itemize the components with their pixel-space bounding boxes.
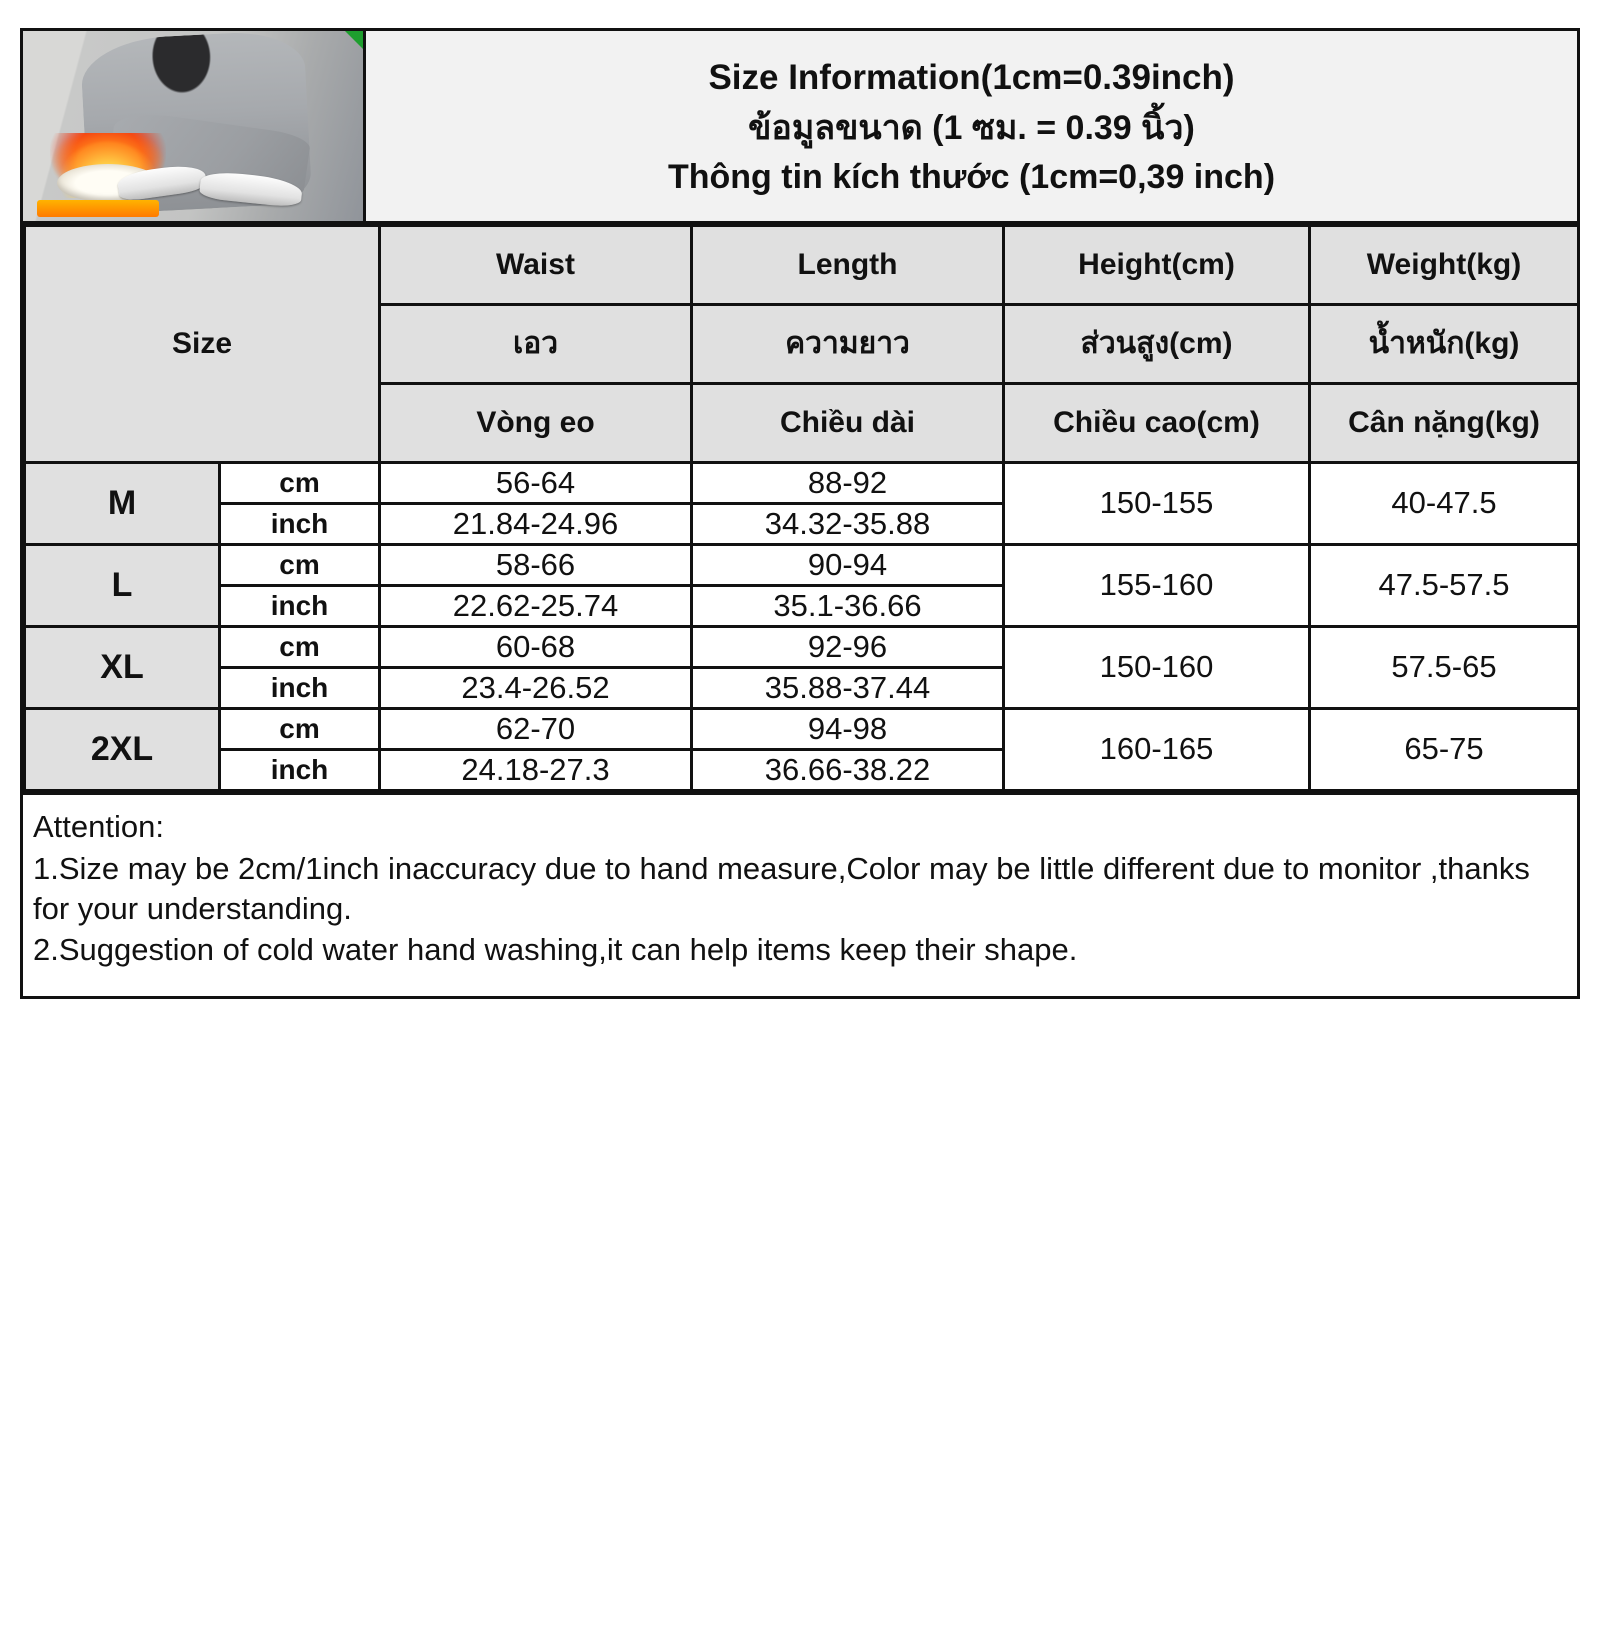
cell-waist-inch-m: 21.84-24.96 [380, 503, 692, 544]
attention-note-2: 2.Suggestion of cold water hand washing,it can help items keep their shape. [33, 931, 1078, 967]
row-unit-inch: inch [220, 585, 380, 626]
corner-flag-icon [343, 31, 365, 51]
cell-weight-m: 40-47.5 [1310, 462, 1579, 544]
table-header-row-en [25, 225, 1579, 304]
cell-length-inch-xl: 35.88-37.44 [692, 667, 1004, 708]
header-weight-th: น้ำหนัก(kg) [1310, 304, 1579, 383]
product-photo [23, 31, 366, 221]
row-size-2xl: 2XL [25, 708, 220, 790]
row-unit-cm: cm [220, 462, 380, 503]
title-thai: ข้อมูลขนาด (1 ซม. = 0.39 นิ้ว) [748, 108, 1195, 147]
header-waist-th: เอว [380, 304, 692, 383]
cell-height-m: 150-155 [1004, 462, 1310, 544]
cell-length-inch-2xl: 36.66-38.22 [692, 749, 1004, 790]
cell-weight-l: 47.5-57.5 [1310, 544, 1579, 626]
header-height-vi: Chiều cao(cm) [1004, 383, 1310, 462]
cell-waist-cm-2xl: 62-70 [380, 708, 692, 749]
header-length-th: ความยาว [692, 304, 1004, 383]
header-waist-vi: Vòng eo [380, 383, 692, 462]
header-titles [366, 31, 1577, 221]
cell-length-cm-l: 90-94 [692, 544, 1004, 585]
size-chart-sheet [20, 28, 1580, 999]
table-row [25, 626, 1579, 667]
table-row [25, 462, 1579, 503]
header-length-en: Length [692, 225, 1004, 304]
cell-waist-inch-2xl: 24.18-27.3 [380, 749, 692, 790]
cell-waist-inch-xl: 23.4-26.52 [380, 667, 692, 708]
header-length-vi: Chiều dài [692, 383, 1004, 462]
table-row [25, 708, 1579, 749]
header-height-th: ส่วนสูง(cm) [1004, 304, 1310, 383]
attention-title: Attention: [33, 808, 164, 844]
cell-waist-inch-l: 22.62-25.74 [380, 585, 692, 626]
header-weight-vi: Cân nặng(kg) [1310, 383, 1579, 462]
row-unit-cm: cm [220, 544, 380, 585]
attention-section [23, 792, 1577, 996]
header-weight-en: Weight(kg) [1310, 225, 1579, 304]
cell-height-l: 155-160 [1004, 544, 1310, 626]
header-height-en: Height(cm) [1004, 225, 1310, 304]
promo-badge [37, 200, 159, 217]
product-photo-image [23, 31, 363, 221]
cell-weight-2xl: 65-75 [1310, 708, 1579, 790]
cell-length-cm-m: 88-92 [692, 462, 1004, 503]
cell-length-cm-xl: 92-96 [692, 626, 1004, 667]
row-size-m: M [25, 462, 220, 544]
row-unit-inch: inch [220, 503, 380, 544]
title-vietnamese: Thông tin kích thước (1cm=0,39 inch) [667, 158, 1276, 197]
cell-weight-xl: 57.5-65 [1310, 626, 1579, 708]
row-unit-cm: cm [220, 708, 380, 749]
cell-waist-cm-m: 56-64 [380, 462, 692, 503]
cell-length-inch-l: 35.1-36.66 [692, 585, 1004, 626]
cell-height-2xl: 160-165 [1004, 708, 1310, 790]
header-waist-en: Waist [380, 225, 692, 304]
size-table [23, 224, 1580, 792]
cell-waist-cm-l: 58-66 [380, 544, 692, 585]
row-size-xl: XL [25, 626, 220, 708]
cell-height-xl: 150-160 [1004, 626, 1310, 708]
row-unit-inch: inch [220, 749, 380, 790]
row-unit-inch: inch [220, 667, 380, 708]
table-row [25, 544, 1579, 585]
attention-note-1: 1.Size may be 2cm/1inch inaccuracy due to hand measure,Color may be little different due to monitor ,thanks for your understanding. [33, 850, 1530, 927]
header-size: Size [25, 225, 380, 462]
cell-length-inch-m: 34.32-35.88 [692, 503, 1004, 544]
cell-waist-cm-xl: 60-68 [380, 626, 692, 667]
row-size-l: L [25, 544, 220, 626]
cell-length-cm-2xl: 94-98 [692, 708, 1004, 749]
title-english: Size Information(1cm=0.39inch) [708, 58, 1235, 97]
header-band [23, 31, 1577, 224]
row-unit-cm: cm [220, 626, 380, 667]
